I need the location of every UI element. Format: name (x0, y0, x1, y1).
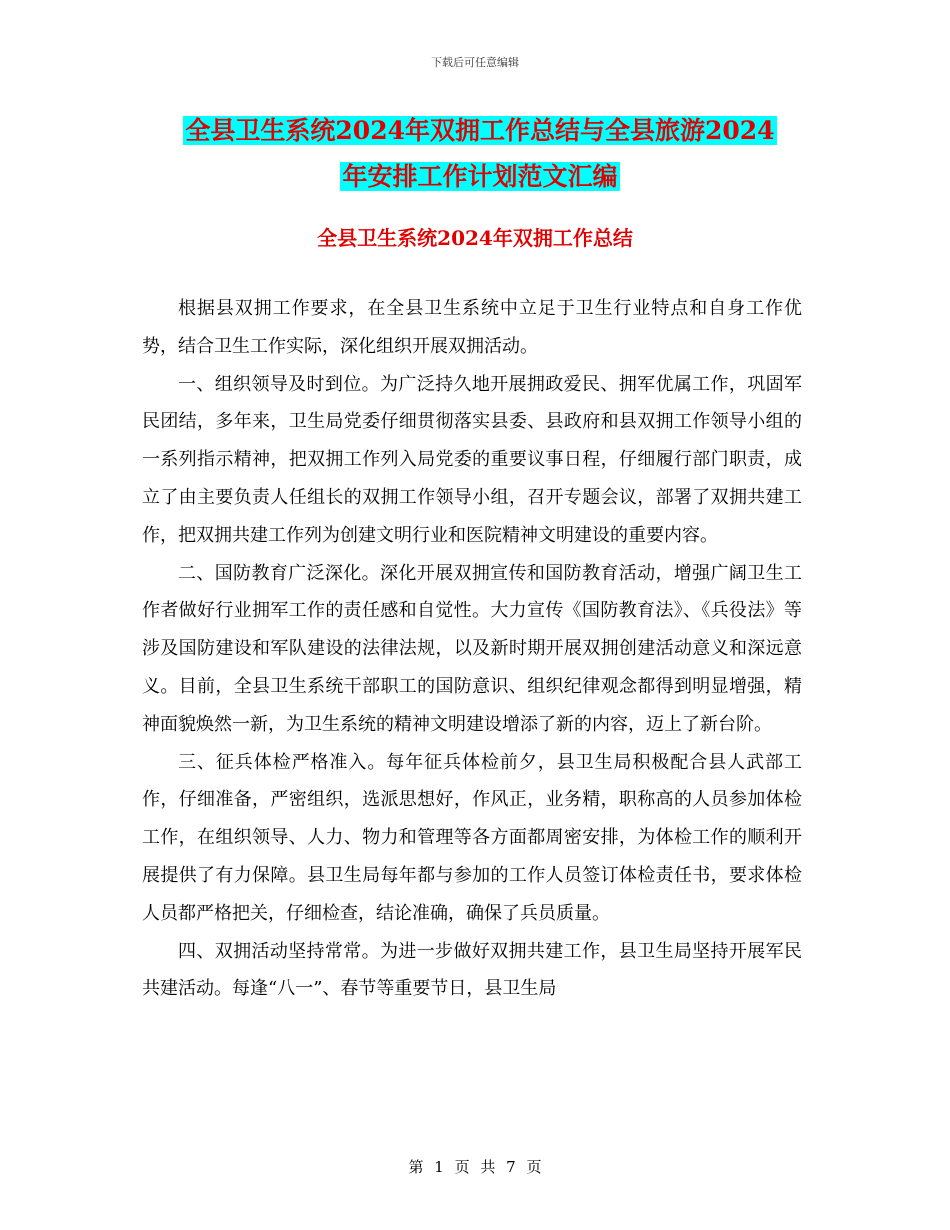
paragraph-section-4: 四、双拥活动坚持常常。为进一步做好双拥共建工作，县卫生局坚持开展军民共建活动。每逢“八一”、春节等重要节日，县卫生局 (142, 940, 802, 1000)
main-title-line-1: 全县卫生系统2024年双拥工作总结与全县旅游2024 (185, 116, 775, 145)
document-main-title (140, 108, 820, 200)
paragraph-section-1: 一、组织领导及时到位。为广泛持久地开展拥政爱民、拥军优属工作，巩固军民团结，多年来，卫生局党委仔细贯彻落实县委、县政府和县双拥工作领导小组的一系列指示精神，把双拥工作列入局党委的重要议事日程，仔细履行部门职责，成立了由主要负责人任组长的双拥工作领导小组，召开专题会议，部署了双拥共建工作，把双拥共建工作列为创建文明行业和医院精神文明建设的重要内容。 (142, 373, 802, 546)
paragraph-section-3: 三、征兵体检严格准入。每年征兵体检前夕，县卫生局积极配合县人武部工作，仔细准备，严密组织，选派思想好，作风正，业务精，职称高的人员参加体检工作，在组织领导、人力、物力和管理等各方面都周密安排，为体检工作的顺利开展提供了有力保障。县卫生局每年都与参加的工作人员签订体检责任书，要求体检人员都严格把关，仔细检查，结论准确，确保了兵员质量。 (142, 751, 802, 924)
document-body (142, 290, 802, 1008)
section-title: 全县卫生系统2024年双拥工作总结 (317, 226, 633, 250)
paragraph-intro: 根据县双拥工作要求，在全县卫生系统中立足于卫生行业特点和自身工作优势，结合卫生工作实际，深化组织开展双拥活动。 (142, 298, 802, 357)
header-note: 下载后可任意编辑 (431, 56, 519, 69)
main-title-line-2: 年安排工作计划范文汇编 (342, 162, 618, 191)
paragraph-section-2: 二、国防教育广泛深化。深化开展双拥宣传和国防教育活动，增强广阔卫生工作者做好行业拥军工作的责任感和自觉性。大力宣传《国防教育法》、《兵役法》等涉及国防建设和军队建设的法律法规，以及新时期开展双拥创建活动意义和深远意义。目前，全县卫生系统干部职工的国防意识、组织纪律观念都得到明显增强，精神面貌焕然一新，为卫生系统的精神文明建设增添了新的内容，迈上了新台阶。 (142, 562, 802, 735)
page-footer: 第 1 页 共 7 页 (408, 1158, 542, 1176)
